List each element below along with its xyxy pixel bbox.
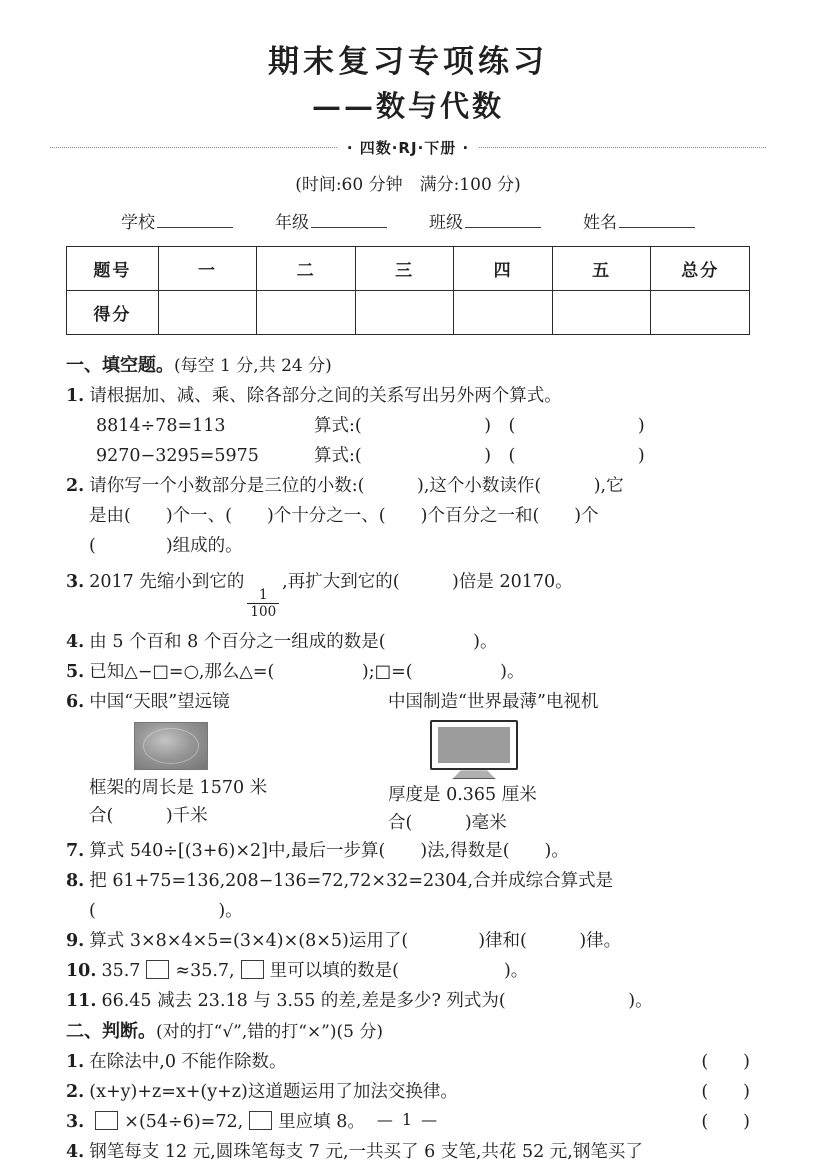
- question-number: 2.: [66, 1082, 85, 1103]
- question-number: 3.: [66, 1112, 85, 1133]
- right-caption-1: 厚度是 0.365 厘米: [388, 785, 537, 806]
- score-cell: [552, 291, 651, 335]
- question-text: 由 5 个百和 8 个百分之一组成的数是( )。: [89, 632, 498, 653]
- answer-blanks: 算式:( ) ( ): [314, 416, 645, 436]
- question-9: [66, 927, 750, 956]
- question-text: 钢笔每支 12 元,圆珠笔每支 7 元,一共买了 6 支笔,共花 52 元,钢笔买了: [89, 1142, 643, 1163]
- score-table-header-row: [67, 247, 750, 291]
- question-4: [66, 628, 750, 657]
- student-info-row: [66, 208, 750, 233]
- question-number: 11.: [66, 991, 97, 1012]
- question-2-line2: [66, 502, 750, 531]
- question-8: [66, 867, 750, 896]
- question-2-line3: [66, 532, 750, 561]
- answer-parentheses: ( ): [701, 1052, 750, 1073]
- question-text: 35.7: [101, 961, 141, 982]
- fill-box-icon: [241, 960, 264, 979]
- question-11: [66, 987, 750, 1016]
- section2-title: 二、判断。: [66, 1021, 156, 1043]
- edition-label: · 四数·RJ·下册 ·: [346, 139, 470, 157]
- question-text: 66.45 减去 23.18 与 3.55 的差,差是多少? 列式为( )。: [101, 991, 653, 1012]
- score-header-cell: 二: [257, 247, 356, 291]
- question-number: 1.: [66, 1052, 85, 1073]
- question-text: 中国“天眼”望远镜: [89, 692, 230, 713]
- grade-blank-line: [311, 212, 387, 228]
- grade-label: 年级: [275, 213, 309, 233]
- tv-frame: [430, 720, 518, 770]
- class-field: [429, 208, 541, 233]
- question-5: [66, 658, 750, 687]
- judge-item-4: [66, 1138, 750, 1167]
- exam-meta: (时间:60 分钟 满分:100 分): [295, 175, 521, 195]
- question-number: 1.: [66, 386, 85, 406]
- question-text: 2017 先缩小到它的: [89, 572, 245, 592]
- question-6-right-column: [388, 718, 750, 837]
- equation: 8814÷78=113: [96, 416, 226, 436]
- question-text: ,再扩大到它的( )倍是 20170。: [282, 572, 573, 592]
- question-1-sub1: [66, 412, 750, 441]
- question-6: [66, 688, 750, 717]
- name-blank-line: [619, 212, 695, 228]
- answer-blanks: 算式:( ) ( ): [314, 446, 645, 466]
- judge-text: [66, 1078, 458, 1107]
- question-number: 9.: [66, 931, 85, 952]
- school-blank-line: [157, 212, 233, 228]
- section1-title: 一、填空题。: [66, 355, 174, 376]
- class-blank-line: [465, 212, 541, 228]
- score-header-cell: 四: [454, 247, 553, 291]
- score-header-cell: 五: [552, 247, 651, 291]
- question-7: [66, 837, 750, 866]
- score-table: [66, 246, 750, 335]
- tv-icon: [430, 720, 518, 779]
- answer-blanks: ( )。: [89, 901, 243, 922]
- section2-heading: [66, 1017, 750, 1047]
- question-text: 算式 3×8×4×5=(3×4)×(8×5)运用了( )律和( )律。: [89, 931, 622, 952]
- question-number: 4.: [66, 1142, 85, 1163]
- dotted-rule-left: [50, 147, 337, 148]
- score-header-cell: 题号: [67, 247, 159, 291]
- question-3: [66, 568, 750, 619]
- question-text: 请你写一个小数部分是三位的小数:( ),这个小数读作( ),它: [89, 476, 624, 496]
- page-title: 期末复习专项练习: [268, 44, 548, 80]
- score-row-label: 得分: [67, 291, 159, 335]
- left-caption-1: 框架的周长是 1570 米: [89, 778, 268, 799]
- question-number: 3.: [66, 572, 85, 592]
- question-number: 4.: [66, 632, 85, 653]
- fraction-1-100: [247, 588, 279, 619]
- question-8-line2: [66, 897, 750, 926]
- question-number: 2.: [66, 476, 85, 496]
- name-label: 姓名: [583, 213, 617, 233]
- page-subtitle: ——数与代数: [311, 89, 504, 123]
- fraction-numerator: 1: [258, 587, 268, 603]
- question-2: [66, 472, 750, 501]
- question-text: 已知△−□=○,那么△=( );□=( )。: [89, 662, 525, 683]
- score-cell: [355, 291, 454, 335]
- page-number: — 1 —: [376, 1110, 440, 1129]
- equation: 9270−3295=5975: [96, 446, 259, 466]
- score-cell: [454, 291, 553, 335]
- question-number: 6.: [66, 692, 85, 713]
- answer-parentheses: ( ): [701, 1082, 750, 1103]
- section2-note: (对的打“√”,错的打“×”)(5 分): [156, 1022, 383, 1043]
- question-text: 是由( )个一、( )个十分之一、( )个百分之一和( )个: [89, 506, 599, 526]
- question-text: ≈35.7,: [175, 961, 235, 982]
- question-1-sub2: [66, 442, 750, 471]
- judge-item-1: [66, 1048, 750, 1077]
- fill-box-icon: [146, 960, 169, 979]
- score-table-score-row: [67, 291, 750, 335]
- score-header-cell: 三: [355, 247, 454, 291]
- question-number: 8.: [66, 871, 85, 892]
- name-field: [583, 208, 695, 233]
- grade-field: [275, 208, 387, 233]
- question-text: 把 61+75=136,208−136=72,72×32=2304,合并成综合算式是: [89, 871, 614, 892]
- question-text: 算式 540÷[(3+6)×2]中,最后一步算( )法,得数是( )。: [89, 841, 569, 862]
- question-text: ×(54÷6)=72,: [124, 1112, 244, 1133]
- question-number: 5.: [66, 662, 85, 683]
- question-text: 里可以填的数是( )。: [269, 961, 529, 982]
- right-caption-2: 合( )毫米: [388, 813, 507, 834]
- dotted-rule-right: [479, 147, 766, 148]
- left-caption-2: 合( )千米: [89, 806, 208, 827]
- question-6-left-column: [66, 718, 388, 837]
- question-6-left-title: [66, 688, 388, 717]
- score-header-cell: 一: [158, 247, 257, 291]
- edition-banner: [50, 137, 766, 158]
- section1-heading: [66, 351, 750, 381]
- judge-item-2: [66, 1078, 750, 1107]
- class-label: 班级: [429, 213, 463, 233]
- question-text: 请根据加、减、乘、除各部分之间的关系写出另外两个算式。: [89, 386, 562, 406]
- school-label: 学校: [121, 213, 155, 233]
- question-10: [66, 957, 750, 986]
- section1-note: (每空 1 分,共 24 分): [174, 356, 332, 376]
- question-text: (x+y)+z=x+(y+z)这道题运用了加法交换律。: [89, 1082, 458, 1103]
- question-6-right-title: 中国制造“世界最薄”电视机: [388, 692, 599, 713]
- question-1: [66, 382, 750, 411]
- question-number: 7.: [66, 841, 85, 862]
- tv-stand: [452, 770, 496, 779]
- question-text: 在除法中,0 不能作除数。: [89, 1052, 287, 1073]
- school-field: [121, 208, 233, 233]
- score-cell: [651, 291, 750, 335]
- telescope-photo: [134, 722, 208, 770]
- score-header-cell: 总分: [651, 247, 750, 291]
- exam-body: [66, 351, 750, 1167]
- question-6-figures: [66, 718, 750, 837]
- tv-screen: [438, 727, 510, 763]
- fraction-denominator: 100: [247, 603, 279, 619]
- question-text: ( )组成的。: [89, 536, 243, 556]
- score-cell: [158, 291, 257, 335]
- question-number: 10.: [66, 961, 97, 982]
- answer-parentheses: ( ): [701, 1112, 750, 1133]
- score-cell: [257, 291, 356, 335]
- question-text: 里应填 8。: [278, 1112, 365, 1133]
- judge-text: [66, 1048, 287, 1077]
